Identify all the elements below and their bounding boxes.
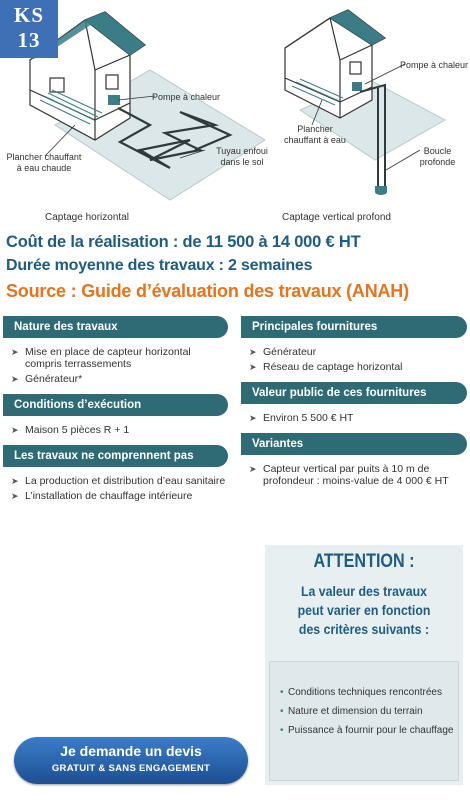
label-loop-right [410,146,465,168]
attention-box [265,545,463,785]
list-item: ➤ Environ 5 500 € HT [249,412,467,424]
left-column [3,316,228,511]
caption-vertical: Captage vertical profond [282,212,391,223]
house-right [285,10,385,118]
label-floor-right [280,124,350,146]
list-supplies [241,338,467,382]
list-item: ➤ Générateur* [11,373,228,385]
section-title-variants: Variantes [241,433,467,455]
list-item: • Conditions techniques rencontrées [280,686,454,699]
attention-title: ATTENTION : [313,551,415,572]
heat-pump-diagrams [0,0,470,232]
illustration [0,0,470,232]
attention-text-line-3: des critères suivants : [298,621,430,637]
logo-line-1: KS [13,3,44,27]
label-floor-left [4,152,84,174]
label-pump-left: Pompe à chaleur [152,92,221,102]
list-variants [241,455,467,496]
source-headline: Source : Guide d’évaluation des travaux (ANAH) [6,281,409,301]
attention-text [277,582,451,639]
section-title-supplies: Principales fournitures [241,316,467,338]
section-title-supply-value: Valeur public de ces fournitures [241,382,467,404]
label-pipe-left-l2: dans le sol [220,157,264,167]
list-item: • Puissance à fournir pour le chauffage [280,724,454,737]
list-item: ➤ Mise en place de capteur horizontal compris terrassements [11,346,228,370]
attention-text-line-1: La valeur des travaux [300,583,428,599]
label-pipe-left-l1: Tuyau enfoui [216,146,268,156]
label-floor-right-l2: chauffant à eau [284,135,346,145]
label-loop-right-l1: Boucle [423,146,452,156]
label-floor-right-l1: Plancher [297,124,333,134]
label-loop-right-l2: profonde [419,157,456,167]
duration-headline: Durée moyenne des travaux : 2 semaines [6,257,313,274]
criteria-list [269,661,459,781]
site-logo [0,0,58,58]
section-title-excluded: Les travaux ne comprennent pas [3,445,228,467]
cta-main-label: Je demande un devis [60,743,202,759]
list-nature [3,338,228,394]
list-excluded [3,467,228,511]
list-item: ➤ Réseau de captage horizontal [249,361,467,373]
list-item: • Nature et dimension du terrain [280,705,454,718]
list-item: ➤ La production et distribution d’eau sanitaire [11,475,228,487]
list-item: ➤ Maison 5 pièces R + 1 [11,424,228,436]
pump-right [352,82,362,91]
list-conditions [3,416,228,445]
logo-line-2: 13 [17,28,41,52]
request-quote-button[interactable] [14,737,248,784]
right-column [241,316,467,496]
caption-horizontal: Captage horizontal [45,212,129,223]
label-floor-left-l2: à eau chaude [16,163,72,173]
label-floor-left-l1: Plancher chauffant [6,152,82,162]
list-supply-value [241,404,467,433]
section-title-conditions: Conditions d’exécution [3,394,228,416]
cost-headline: Coût de la réalisation : de 11 500 à 14 000 € HT [6,233,361,251]
attention-text-line-2: peut varier en fonction [297,602,431,618]
list-item: ➤ Générateur [249,346,467,358]
cta-sub-label: GRATUIT & SANS ENGAGEMENT [51,763,211,774]
list-item: ➤ L’installation de chauffage intérieure [11,490,228,502]
label-pipe-left [212,146,272,168]
section-title-nature: Nature des travaux [3,316,228,338]
list-item: ➤ Capteur vertical par puits à 10 m de profondeur : moins-value de 4 000 € HT [249,463,467,487]
label-pump-right: Pompe à chaleur [400,60,469,70]
